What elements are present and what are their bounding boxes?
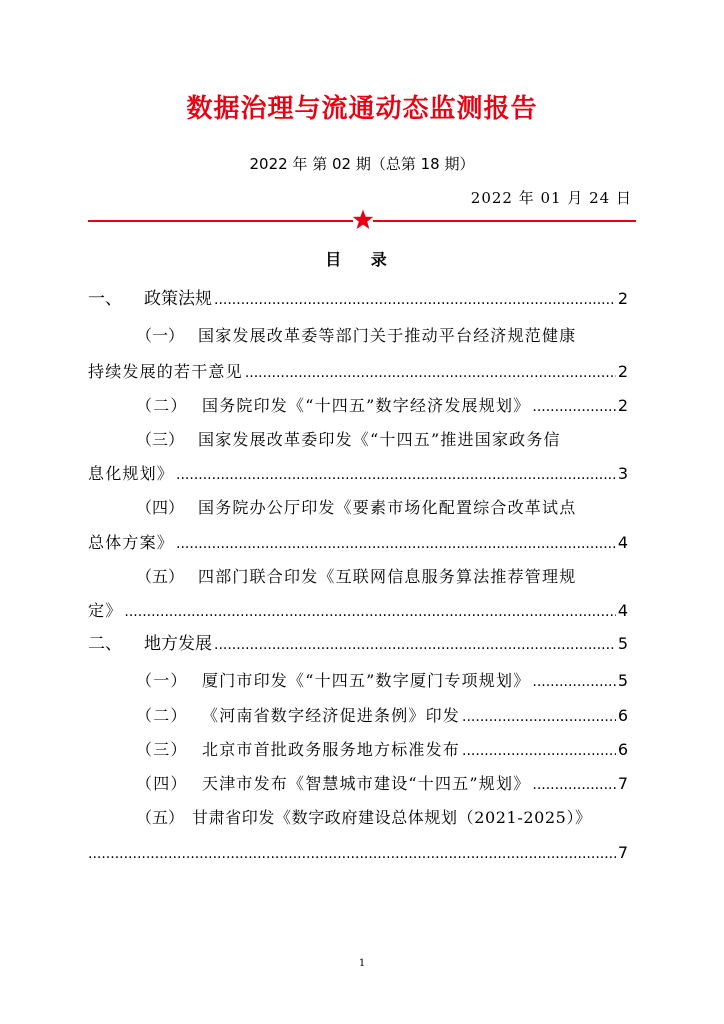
- issue-number: 2022 年 第 02 期（总第 18 期）: [249, 155, 475, 173]
- toc-heading: 目 录: [325, 250, 399, 269]
- toc-item-title: 国家发展改革委印发《“十四五”推进国家政务信: [198, 430, 561, 449]
- toc-leader-dots: [176, 465, 616, 485]
- toc-item-number: （四）: [136, 774, 188, 793]
- report-title: 数据治理与流通动态监测报告: [186, 94, 538, 124]
- toc-leader-dots: [176, 534, 616, 554]
- toc-item-number: （二）: [136, 706, 188, 725]
- toc-item[interactable]: [136, 567, 628, 587]
- toc-leader-dots: [124, 602, 615, 622]
- toc-leader-dots: [88, 844, 616, 864]
- toc-item-title-cont: 总体方案》: [88, 533, 175, 552]
- toc-item-continuation[interactable]: [88, 533, 628, 554]
- toc-item-number: （三）: [136, 740, 188, 759]
- toc-item[interactable]: [136, 774, 628, 795]
- toc-item-number: （一）: [136, 671, 188, 690]
- toc-leader-dots: [462, 741, 616, 761]
- issue-date: 2022 年 01 月 24 日: [470, 189, 632, 207]
- toc-section-policy[interactable]: [88, 289, 628, 310]
- toc-item-number: （五）: [136, 567, 185, 586]
- toc-leader-dots: [462, 707, 616, 727]
- toc-item-title: 天津市发布《智慧城市建设“十四五”规划》: [202, 774, 531, 793]
- toc-page-number: 5: [617, 671, 628, 690]
- toc-leader-dots: [214, 290, 616, 310]
- toc-item-title: 国务院办公厅印发《要素市场化配置综合改革试点: [198, 498, 577, 517]
- toc-item-title: 四部门联合印发《互联网信息服务算法推荐管理规: [198, 567, 577, 586]
- toc-item-continuation[interactable]: [88, 464, 628, 485]
- toc-section-number: 二、: [88, 634, 122, 654]
- toc-page-number: 4: [617, 533, 628, 552]
- toc-item-title: 甘肃省印发《数字政府建设总体规划（2021-2025）》: [192, 808, 592, 827]
- toc-leader-dots: [532, 775, 615, 795]
- toc-page-number: 6: [617, 706, 628, 725]
- toc-page-number: 7: [617, 843, 628, 862]
- toc-page-number: 2: [617, 289, 628, 308]
- page-number: 1: [358, 958, 366, 969]
- toc-item-continuation[interactable]: [88, 843, 628, 864]
- toc-page-number: 4: [617, 601, 628, 620]
- toc-item[interactable]: [136, 326, 628, 346]
- toc-leader-dots: [532, 672, 615, 692]
- star-icon: [351, 208, 375, 232]
- toc-item[interactable]: [136, 430, 628, 450]
- toc-item[interactable]: [136, 671, 628, 692]
- toc-page-number: 2: [617, 362, 628, 381]
- toc-item[interactable]: [136, 706, 628, 727]
- toc-item-number: （一）: [136, 326, 185, 345]
- toc-page-number: 5: [617, 634, 628, 653]
- toc-item[interactable]: [136, 808, 628, 828]
- toc-section-title: 政策法规: [144, 289, 212, 309]
- toc-item-number: （三）: [136, 430, 185, 449]
- toc-item-continuation[interactable]: [88, 362, 628, 383]
- toc-item-title-cont: 持续发展的若干意见: [88, 362, 243, 381]
- toc-item-continuation[interactable]: [88, 601, 628, 622]
- toc-item-title: 北京市首批政务服务地方标准发布: [202, 740, 461, 759]
- toc-item[interactable]: [136, 396, 628, 417]
- toc-item-title: 《河南省数字经济促进条例》印发: [202, 706, 461, 725]
- toc-section-number: 一、: [88, 289, 122, 309]
- toc-section-title: 地方发展: [144, 634, 212, 654]
- toc-item[interactable]: [136, 498, 628, 518]
- toc-page-number: 7: [617, 774, 628, 793]
- toc-leader-dots: [532, 397, 615, 417]
- toc-item-title-cont: 息化规划》: [88, 464, 175, 483]
- toc-section-local[interactable]: [88, 634, 628, 655]
- toc-item-number: （四）: [136, 498, 185, 517]
- toc-page-number: 6: [617, 740, 628, 759]
- toc-item-title-cont: 定》: [88, 601, 123, 620]
- toc-page-number: 3: [617, 464, 628, 483]
- toc-item-number: （二）: [136, 396, 188, 415]
- toc-leader-dots: [214, 635, 616, 655]
- toc-item-title: 国家发展改革委等部门关于推动平台经济规范健康: [198, 326, 577, 345]
- toc-item-title: 厦门市印发《“十四五”数字厦门专项规划》: [202, 671, 531, 690]
- toc-leader-dots: [245, 363, 616, 383]
- toc-item[interactable]: [136, 740, 628, 761]
- toc-item-number: （五）: [136, 808, 185, 827]
- toc-page-number: 2: [617, 396, 628, 415]
- toc-item-title: 国务院印发《“十四五”数字经济发展规划》: [202, 396, 531, 415]
